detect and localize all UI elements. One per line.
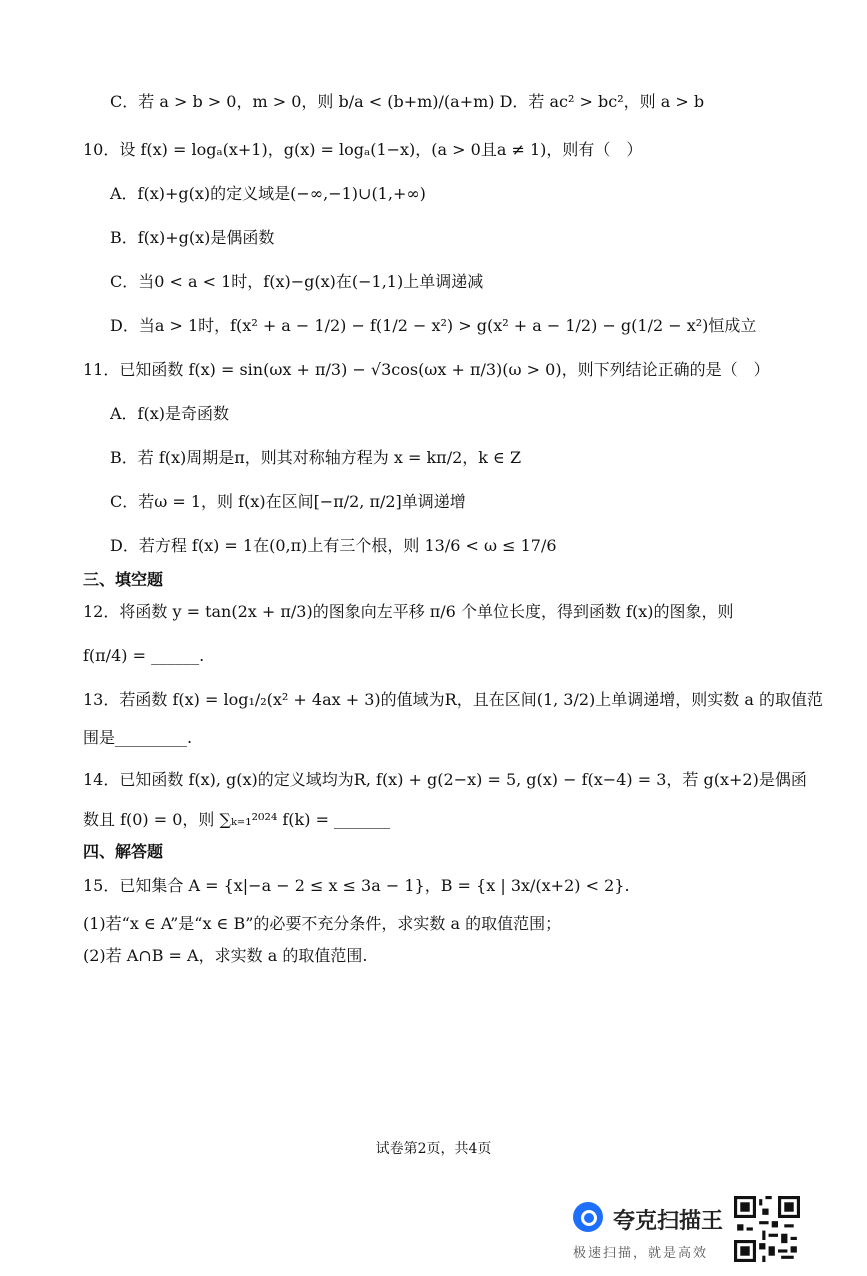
text-line: 11．已知函数 f(x) = sin(ωx + π/3) − √3cos(ωx + π/3)(ω > 0)，则下列结论正确的是（ ）: [83, 360, 770, 379]
text-line: 10．设 f(x) = logₐ(x+1)，g(x) = logₐ(1−x)，(a > 0且a ≠ 1)，则有（ ）: [83, 140, 643, 159]
text-line: B．若 f(x)周期是π，则其对称轴方程为 x = kπ/2，k ∈ Z: [110, 448, 522, 467]
text-line: C．当0 < a < 1时，f(x)−g(x)在(−1,1)上单调递减: [110, 272, 484, 291]
brand-name: 夸克扫描王: [613, 1209, 724, 1234]
brand-slogan: 极速扫描，就是高效: [573, 1246, 709, 1261]
text-line: 14．已知函数 f(x), g(x)的定义域均为R, f(x) + g(2−x) = 5, g(x) − f(x−4) = 3，若 g(x+2)是偶函: [83, 770, 807, 789]
text-line: 13．若函数 f(x) = log₁/₂(x² + 4ax + 3)的值域为R，且在区间(1, 3/2)上单调递增，则实数 a 的取值范: [83, 690, 824, 709]
scanner-watermark: [571, 1196, 867, 1266]
page-footer: 试卷第2页，共4页: [375, 1141, 492, 1157]
text-line: 数且 f(0) = 0，则 ∑ₖ₌₁²⁰²⁴ f(k) = _______: [83, 810, 391, 829]
text-line: 12．将函数 y = tan(2x + π/3)的图象向左平移 π/6 个单位长度，得到函数 f(x)的图象，则: [83, 602, 734, 621]
text-line: (2)若 A∩B = A，求实数 a 的取值范围.: [83, 946, 368, 965]
text-line: B．f(x)+g(x)是偶函数: [110, 228, 275, 247]
quark-logo-icon: [573, 1202, 603, 1232]
text-line: A．f(x)+g(x)的定义域是(−∞,−1)∪(1,+∞): [110, 184, 426, 203]
text-line: f(π/4) = ______.: [83, 646, 205, 665]
section-heading: 四、解答题: [83, 842, 164, 861]
text-line: 15．已知集合 A = {x|−a − 2 ≤ x ≤ 3a − 1}，B = {x | 3x/(x+2) < 2}.: [83, 876, 630, 895]
qr-code-icon: [734, 1196, 800, 1262]
text-line: A．f(x)是奇函数: [110, 404, 229, 423]
text-line: D．若方程 f(x) = 1在(0,π)上有三个根，则 13/6 < ω ≤ 17/6: [110, 536, 557, 555]
text-line: C．若ω = 1，则 f(x)在区间[−π/2, π/2]单调递增: [110, 492, 466, 511]
section-heading: 三、填空题: [83, 570, 164, 589]
text-line: D．当a > 1时，f(x² + a − 1/2) − f(1/2 − x²) > g(x² + a − 1/2) − g(1/2 − x²)恒成立: [110, 316, 757, 335]
text-line: 围是_________.: [83, 728, 193, 747]
text-line: C．若 a > b > 0，m > 0，则 b/a < (b+m)/(a+m) D．若 ac² > bc²，则 a > b: [110, 92, 705, 111]
text-line: (1)若“x ∈ A”是“x ∈ B”的必要不充分条件，求实数 a 的取值范围；: [83, 914, 562, 933]
